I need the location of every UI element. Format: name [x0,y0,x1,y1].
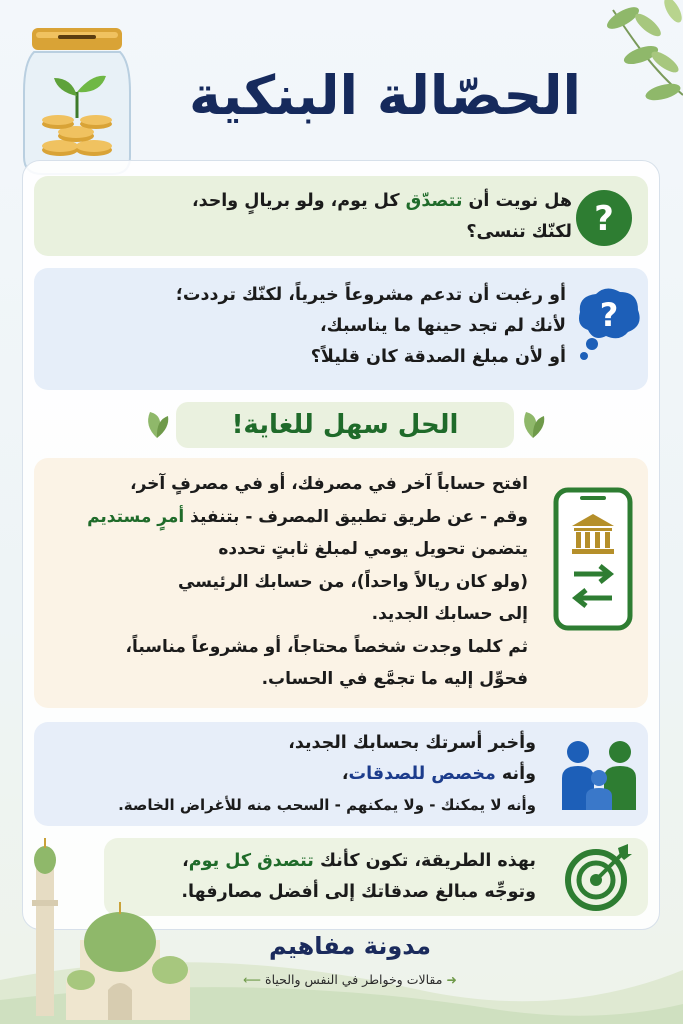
card3-line7: فحوِّل إليه ما تجمَّع في الحساب. [261,669,528,689]
card3-line1: افتح حساباً آخر في مصرفك، أو في مصرفٍ آخر، [130,474,528,494]
leaf-icon [518,406,548,440]
question-icon [574,188,634,248]
svg-text:?: ? [594,199,614,239]
card5-line1: بهذه الطريقة، تكون كأنك تتصدق كل يوم، [182,851,536,871]
coin-jar-icon [18,22,136,182]
doubt-card [34,268,648,390]
card3-line3: يتضمن تحويل يومي لمبلغ ثابتٍ تحدده [218,539,528,559]
tagline-text: مقالات وخواطر في النفس والحياة [265,972,443,987]
family-icon [560,738,640,812]
family-card [34,722,648,826]
card3-line6: ثم كلما وجدت شخصاً محتاجاً، أو مشروعاً مناسباً، [125,636,528,657]
arrow-right-icon: ➜ [442,972,457,987]
card2-line1: أو رغبت أن تدعم مشروعاً خيرياً، لكنّك ترددت؛ [175,285,566,305]
card1-line2: لكنّك تنسى؟ [466,222,572,242]
card2-line2: لأنك لم تجد حينها ما يناسبك، [320,316,566,336]
phone-bank-icon [552,486,634,632]
card2-line3: أو لأن مبلغ الصدقة كان قليلاً؟ [310,347,566,367]
card4-line2: وأنه مخصص للصدقات، [341,764,536,784]
question-card [34,176,648,256]
card1-line1: هل نويت أن تتصدّق كل يوم، ولو بريالٍ واحد، [191,191,572,211]
svg-text:?: ? [599,296,619,334]
card3-line2: وقم - عن طريق تطبيق المصرف - بتنفيذ أمرٍ مستديم [87,506,528,527]
card3-line4: (ولو كان ريالاً واحداً)، من حسابك الرئيسي [178,571,528,592]
mosque-icon [0,830,200,1024]
card4-line3: وأنه لا يمكنك - ولا يمكنهم - السحب منه للأغراض الخاصة. [118,796,536,814]
card3-line5: إلى حسابك الجديد. [371,604,528,624]
target-icon [562,842,634,912]
card4-line1: وأخبر أسرتك بحسابك الجديد، [288,733,536,753]
blog-tagline [200,972,500,987]
card5-line2: وتوجِّه مبالغ صدقاتك إلى أفضل مصارفها. [181,882,536,902]
leaf-icon [142,406,172,440]
blog-name: مدونة مفاهيم [269,932,431,960]
thought-question-icon [574,286,644,366]
arrow-left-icon: ⟵ [243,972,266,987]
page-title: الحصّالة البنكية [188,64,582,127]
solution-heading: الحل سهل للغاية! [176,402,514,448]
